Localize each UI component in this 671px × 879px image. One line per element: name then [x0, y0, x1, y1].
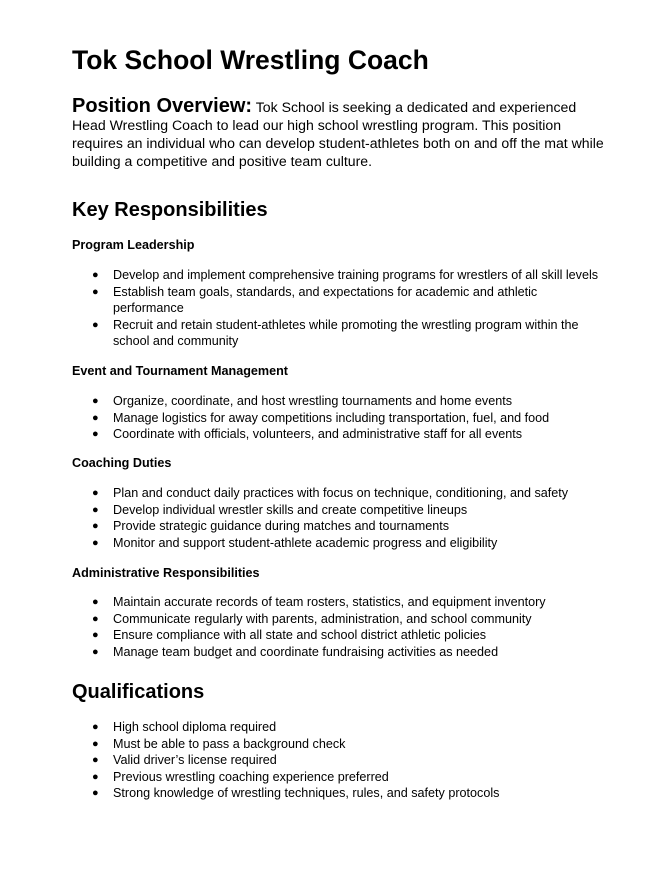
qualifications-heading: Qualifications — [72, 681, 205, 703]
list-item-text: Manage team budget and coordinate fundraising activities as needed — [113, 644, 499, 659]
section-title-program-leadership: Program Leadership — [72, 238, 195, 252]
list-item-text: Recruit and retain student-athletes while promoting the wrestling program within the school and community — [113, 317, 579, 349]
bullet-icon: ● — [92, 612, 99, 625]
bullet-icon: ● — [92, 721, 99, 733]
list-item-text: Develop individual wrestler skills and create competitive lineups — [113, 502, 468, 517]
event-management-list — [72, 393, 602, 443]
list-item — [72, 426, 602, 443]
list-item-text: Must be able to pass a background check — [113, 736, 346, 751]
overview-text: Tok School is seeking a dedicated and experienced Head Wrestling Coach to lead our high school wrestling program. This position requires an individual who can develop student-athletes both on and off the mat while building a competitive and positive team culture. — [72, 99, 604, 169]
list-item — [72, 535, 602, 552]
bullet-icon: ● — [92, 285, 99, 298]
list-item-text: Valid driver’s license required — [113, 753, 277, 768]
list-item — [72, 627, 602, 644]
list-item — [72, 518, 602, 535]
bullet-icon: ● — [92, 487, 99, 499]
list-item — [72, 719, 602, 736]
bullet-icon: ● — [92, 596, 99, 608]
list-item-text: Plan and conduct daily practices with focus on technique, conditioning, and safety — [113, 486, 569, 500]
bullet-icon: ● — [92, 536, 99, 549]
bullet-icon: ● — [92, 645, 99, 658]
list-item — [72, 611, 602, 628]
list-item-text: High school diploma required — [113, 720, 277, 734]
list-item — [72, 410, 602, 427]
bullet-icon: ● — [92, 737, 99, 750]
list-item — [72, 644, 602, 661]
list-item-text: Develop and implement comprehensive training programs for wrestlers of all skill levels — [113, 268, 599, 282]
qualifications-list — [72, 719, 602, 802]
position-overview — [72, 97, 607, 170]
program-leadership-list — [72, 267, 602, 350]
bullet-icon: ● — [92, 629, 99, 642]
overview-label: Position Overview: — [72, 95, 253, 117]
key-responsibilities-heading: Key Responsibilities — [72, 199, 268, 221]
list-item-text: Monitor and support student-athlete academic progress and eligibility — [113, 535, 498, 550]
bullet-icon: ● — [92, 770, 99, 783]
list-item — [72, 594, 602, 611]
bullet-icon: ● — [92, 269, 99, 281]
list-item — [72, 502, 602, 519]
bullet-icon: ● — [92, 318, 99, 331]
bullet-icon: ● — [92, 503, 99, 516]
list-item-text: Ensure compliance with all state and school district athletic policies — [113, 628, 487, 643]
list-item — [72, 284, 602, 317]
bullet-icon: ● — [92, 754, 99, 767]
list-item-text: Manage logistics for away competitions including transportation, fuel, and food — [113, 410, 550, 425]
list-item — [72, 752, 602, 769]
list-item-text: Strong knowledge of wrestling techniques, rules, and safety protocols — [113, 786, 500, 801]
section-title-event-management: Event and Tournament Management — [72, 364, 288, 378]
list-item — [72, 393, 602, 410]
list-item-text: Provide strategic guidance during matches and tournaments — [113, 519, 450, 534]
list-item — [72, 736, 602, 753]
list-item — [72, 785, 602, 802]
list-item-text: Organize, coordinate, and host wrestling tournaments and home events — [113, 394, 513, 408]
coaching-duties-list — [72, 485, 602, 551]
bullet-icon: ● — [92, 395, 99, 407]
administrative-list — [72, 594, 602, 660]
list-item-text: Communicate regularly with parents, administration, and school community — [113, 611, 532, 626]
list-item-text: Coordinate with officials, volunteers, and administrative staff for all events — [113, 427, 523, 442]
list-item-text: Maintain accurate records of team rosters, statistics, and equipment inventory — [113, 595, 546, 609]
list-item-text: Establish team goals, standards, and expectations for academic and athletic performance — [113, 284, 538, 316]
list-item — [72, 769, 602, 786]
list-item — [72, 317, 602, 350]
bullet-icon: ● — [92, 411, 99, 424]
bullet-icon: ● — [92, 520, 99, 533]
document-title: Tok School Wrestling Coach — [72, 45, 429, 75]
section-title-coaching-duties: Coaching Duties — [72, 456, 172, 470]
list-item — [72, 485, 602, 502]
bullet-icon: ● — [92, 787, 99, 800]
bullet-icon: ● — [92, 428, 99, 441]
list-item-text: Previous wrestling coaching experience preferred — [113, 769, 389, 784]
section-title-administrative: Administrative Responsibilities — [72, 566, 260, 580]
list-item — [72, 267, 602, 284]
